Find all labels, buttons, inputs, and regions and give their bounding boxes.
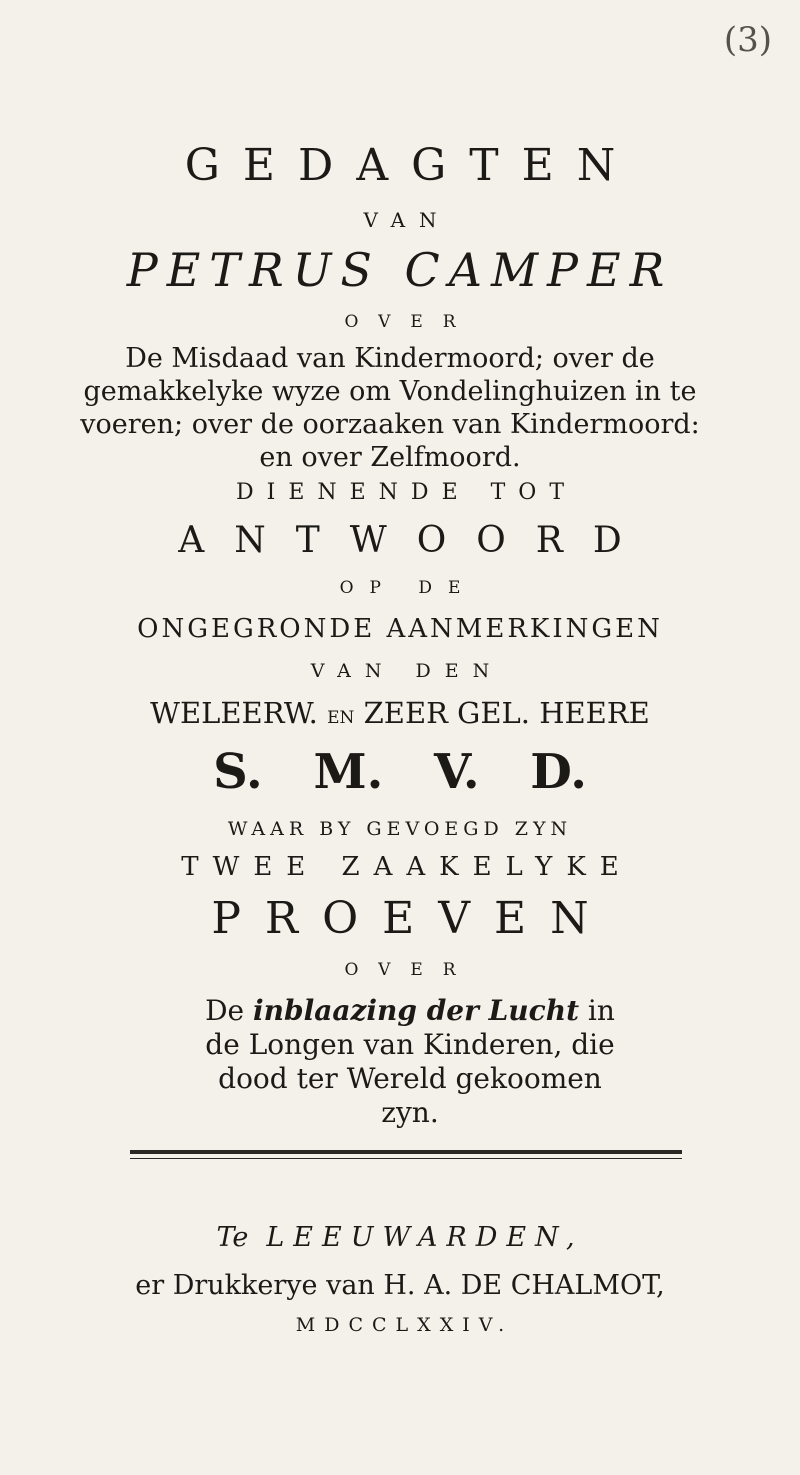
proeven-subject-de: De bbox=[205, 994, 245, 1027]
page-number: (3) bbox=[723, 20, 772, 60]
imprint-te: Te bbox=[216, 1222, 249, 1253]
zeer-gel-heere: ZEER GEL. HEERE bbox=[363, 696, 650, 730]
divider-thin bbox=[130, 1158, 682, 1159]
proeven-heading: PROEVEN bbox=[211, 893, 613, 944]
twee-zaakelyke: TWEE ZAAKELYKE bbox=[181, 852, 633, 882]
en-text: EN bbox=[327, 708, 355, 728]
proeven-subject-italic: inblaazing der Lucht bbox=[253, 994, 580, 1027]
van-den-label: VAN DEN bbox=[310, 660, 504, 682]
over-label-2: OVER bbox=[344, 960, 476, 980]
over-label: OVER bbox=[344, 312, 476, 332]
imprint-place bbox=[0, 1222, 800, 1253]
weleerw-text: WELEERW. bbox=[150, 696, 318, 730]
title: GEDAGTEN bbox=[184, 140, 639, 191]
dienende-tot: DIENENDE TOT bbox=[235, 480, 578, 505]
op-de-label: OP DE bbox=[339, 578, 477, 598]
weleerw-line bbox=[0, 696, 800, 730]
subject-paragraph: De Misdaad van Kindermoord; over de gemakkelyke wyze om Vondelinghuizen in te voeren; over de oorzaaken van Kindermoord: en over Zelfmoord. bbox=[80, 343, 700, 473]
imprint-year: MDCCLXXIV. bbox=[295, 1314, 514, 1336]
antwoord-heading: ANTWOORD bbox=[178, 520, 652, 561]
waar-by-gevoegd: WAAR BY GEVOEGD ZYN bbox=[227, 818, 573, 840]
author-name: PETRUS CAMPER bbox=[126, 243, 674, 297]
proeven-subject bbox=[190, 994, 630, 1131]
divider-thick bbox=[130, 1150, 682, 1154]
van-label: VAN bbox=[363, 208, 451, 232]
imprint-printer: er Drukkerye van H. A. DE CHALMOT, bbox=[135, 1270, 665, 1301]
ongegronde-aanmerkingen: ONGEGRONDE AANMERKINGEN bbox=[137, 614, 663, 644]
imprint-city: LEEUWARDEN, bbox=[266, 1222, 584, 1253]
smvd-initials: S. M. V. D. bbox=[213, 744, 587, 800]
proeven-subject-rest: in de Longen van Kinderen, die dood ter Wereld gekoomen zyn. bbox=[205, 994, 615, 1130]
